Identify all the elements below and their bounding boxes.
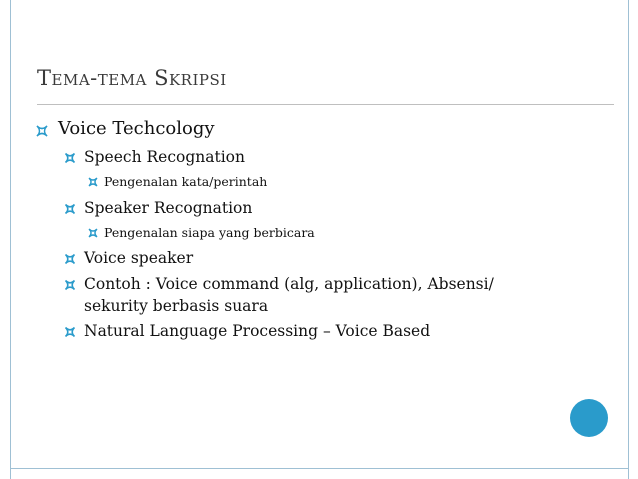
bullet-item: Pengenalan siapa yang berbicara [104,225,315,240]
slide-frame-left [10,0,11,479]
ornament-bullet-icon [35,124,49,138]
bullet-item: Natural Language Processing – Voice Based [84,322,431,340]
ornament-bullet-icon [64,152,76,164]
ornament-bullet-icon [64,253,76,265]
ornament-bullet-icon [88,177,98,187]
slide-title: Tema-tema Skripsi [37,66,227,90]
bullet-item: Speech Recognation [84,148,245,166]
decorative-circle [570,399,608,437]
slide-frame-bottom [10,468,629,469]
bullet-item-continuation: sekurity berbasis suara [84,297,269,315]
title-divider [37,104,614,105]
bullet-item: Speaker Recognation [84,199,253,217]
ornament-bullet-icon [64,279,76,291]
bullet-item: Pengenalan kata/perintah [104,174,268,189]
ornament-bullet-icon [88,228,98,238]
bullet-item: Voice Techcology [58,118,215,139]
slide-frame-right [628,0,629,479]
ornament-bullet-icon [64,326,76,338]
bullet-item: Contoh : Voice command (alg, application), Absensi/ [84,275,494,293]
bullet-item: Voice speaker [84,249,194,267]
ornament-bullet-icon [64,203,76,215]
